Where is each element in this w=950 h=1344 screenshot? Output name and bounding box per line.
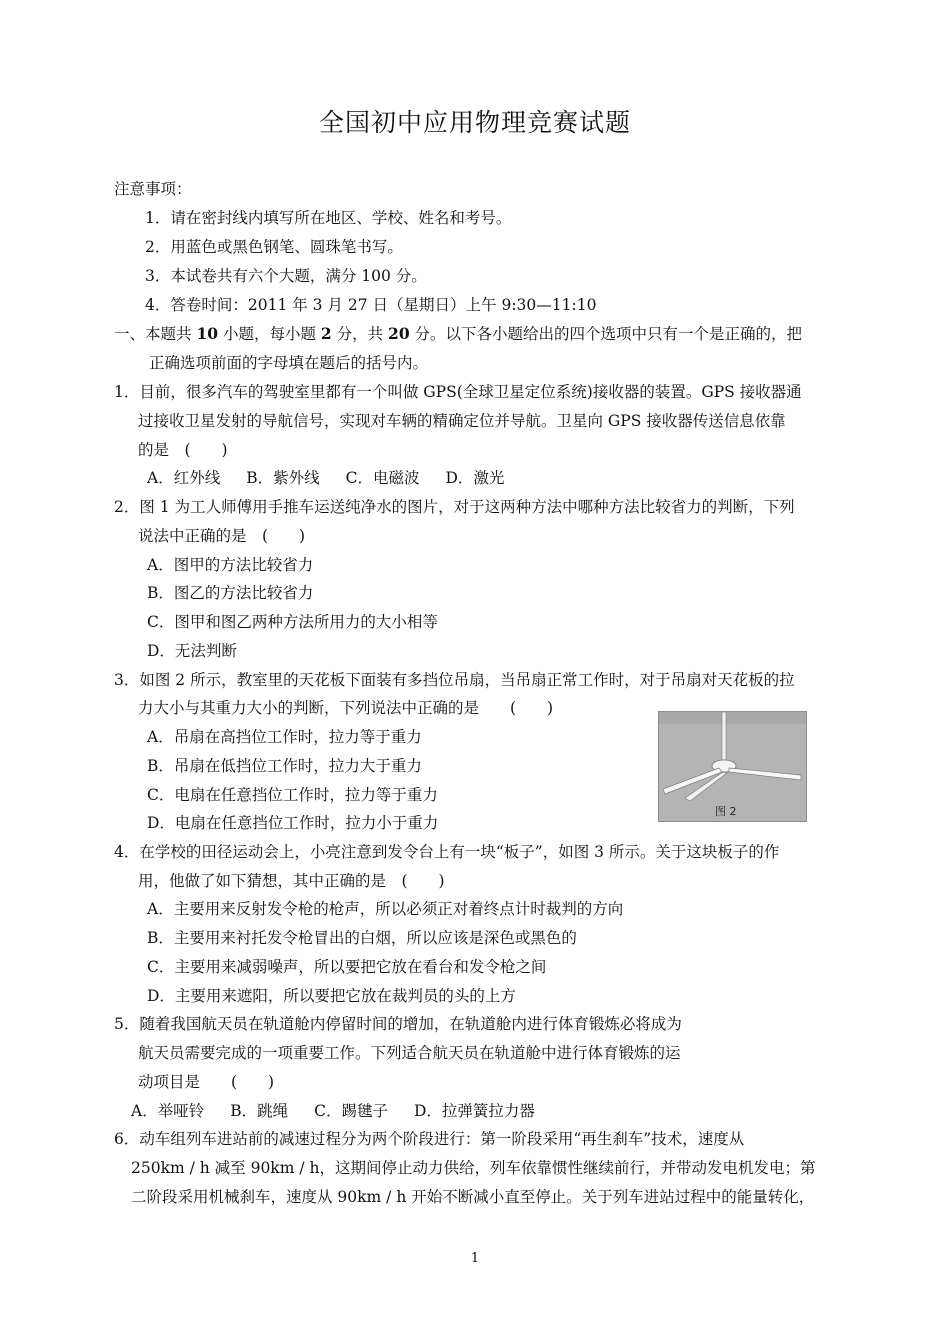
section-text: 分。以下各小题给出的四个选项中只有一个是正确的，把 [409, 325, 803, 343]
option-d: D．激光 [445, 469, 505, 487]
option-a: A．图甲的方法比较省力 [147, 556, 314, 574]
page-number: 1 [470, 1251, 480, 1266]
question-2-cont: 说法中正确的是 ( ) [138, 527, 306, 545]
section-text: 一、本题共 [114, 325, 197, 343]
figure-caption: 图 2 [715, 805, 737, 818]
notice-item: 4．答卷时间：2011 年 3 月 27 日（星期日）上午 9:30—11:10 [145, 296, 597, 314]
question-3-cont: 力大小与其重力大小的判断，下列说法中正确的是 ( ) [138, 699, 554, 717]
option-a: A．红外线 [147, 469, 221, 487]
question-5: 5．随着我国航天员在轨道舱内停留时间的增加，在轨道舱内进行体育锻炼必将成为 [114, 1015, 682, 1033]
question-5-cont: 航天员需要完成的一项重要工作。下列适合航天员在轨道舱中进行体育锻炼的运 [138, 1044, 681, 1062]
question-6-cont: 250km / h 减至 90km / h，这期间停止动力供给，列车依靠惯性继续前行，并带动发电机发电；第 [131, 1159, 816, 1177]
question-4-cont: 用，他做了如下猜想，其中正确的是 ( ) [138, 872, 445, 890]
question-4: 4．在学校的田径运动会上，小亮注意到发令台上有一块“板子”，如图 3 所示。关于这块板子的作 [114, 843, 780, 861]
question-count: 10 [196, 324, 219, 343]
option-b: B．紫外线 [246, 469, 320, 487]
question-1-cont: 过接收卫星发射的导航信号，实现对车辆的精确定位并导航。卫星向 GPS 接收器传送信息依靠 [138, 412, 786, 430]
option-b: B．主要用来衬托发令枪冒出的白烟，所以应该是深色或黑色的 [147, 929, 577, 947]
question-5-options [131, 1100, 561, 1122]
section-text: 分，共 [331, 325, 389, 343]
option-d: D．电扇在任意挡位工作时，拉力小于重力 [147, 814, 439, 832]
option-b: B．跳绳 [230, 1102, 289, 1120]
option-d: D．无法判断 [147, 642, 237, 660]
section-text: 小题，每小题 [218, 325, 321, 343]
question-3: 3．如图 2 所示，教室里的天花板下面装有多挡位吊扇，当吊扇正常工作时，对于吊扇对天花板的拉 [114, 671, 795, 689]
notice-heading: 注意事项： [114, 180, 192, 198]
page-title: 全国初中应用物理竞赛试题 [318, 108, 631, 137]
section-heading-cont: 正确选项前面的字母填在题后的括号内。 [149, 354, 429, 372]
question-5-cont: 动项目是 ( ) [138, 1073, 275, 1091]
option-a: A．主要用来反射发令枪的枪声，所以必须正对着终点计时裁判的方向 [147, 900, 624, 918]
option-a: A．举哑铃 [131, 1102, 205, 1120]
question-1-options [147, 467, 530, 489]
option-d: D．拉弹簧拉力器 [413, 1102, 535, 1120]
option-c: C．主要用来减弱噪声，所以要把它放在看台和发令枪之间 [147, 958, 547, 976]
total-points: 20 [388, 324, 410, 343]
question-6-cont: 二阶段采用机械刹车，速度从 90km / h 开始不断减小直至停止。关于列车进站过程中的能量转化， [131, 1188, 815, 1206]
option-b: B．吊扇在低挡位工作时，拉力大于重力 [147, 757, 422, 775]
notice-item: 2．用蓝色或黑色钢笔、圆珠笔书写。 [145, 238, 403, 256]
option-d: D．主要用来遮阳，所以要把它放在裁判员的头的上方 [147, 987, 516, 1005]
question-2: 2．图 1 为工人师傅用手推车运送纯净水的图片，对于这两种方法中哪种方法比较省力的判断，下列 [114, 498, 795, 516]
section-heading [114, 323, 802, 345]
option-c: C．电扇在任意挡位工作时，拉力等于重力 [147, 786, 438, 804]
option-c: C．电磁波 [345, 469, 420, 487]
question-1: 1．目前，很多汽车的驾驶室里都有一个叫做 GPS(全球卫星定位系统)接收器的装置。GPS 接收器通 [114, 383, 802, 401]
question-6: 6．动车组列车进站前的减速过程分为两个阶段进行：第一阶段采用“再生刹车”技术，速度从 [114, 1130, 745, 1148]
option-c: C．图甲和图乙两种方法所用力的大小相等 [147, 613, 438, 631]
question-1-cont: 的是 ( ) [138, 441, 228, 459]
option-b: B．图乙的方法比较省力 [147, 584, 314, 602]
option-c: C．踢毽子 [314, 1102, 388, 1120]
notice-item: 1．请在密封线内填写所在地区、学校、姓名和考号。 [145, 209, 512, 227]
points-per-question: 2 [320, 324, 332, 343]
notice-item: 3．本试卷共有六个大题，满分 100 分。 [145, 267, 427, 285]
ceiling-fan-figure [658, 711, 807, 822]
option-a: A．吊扇在高挡位工作时，拉力等于重力 [147, 728, 422, 746]
